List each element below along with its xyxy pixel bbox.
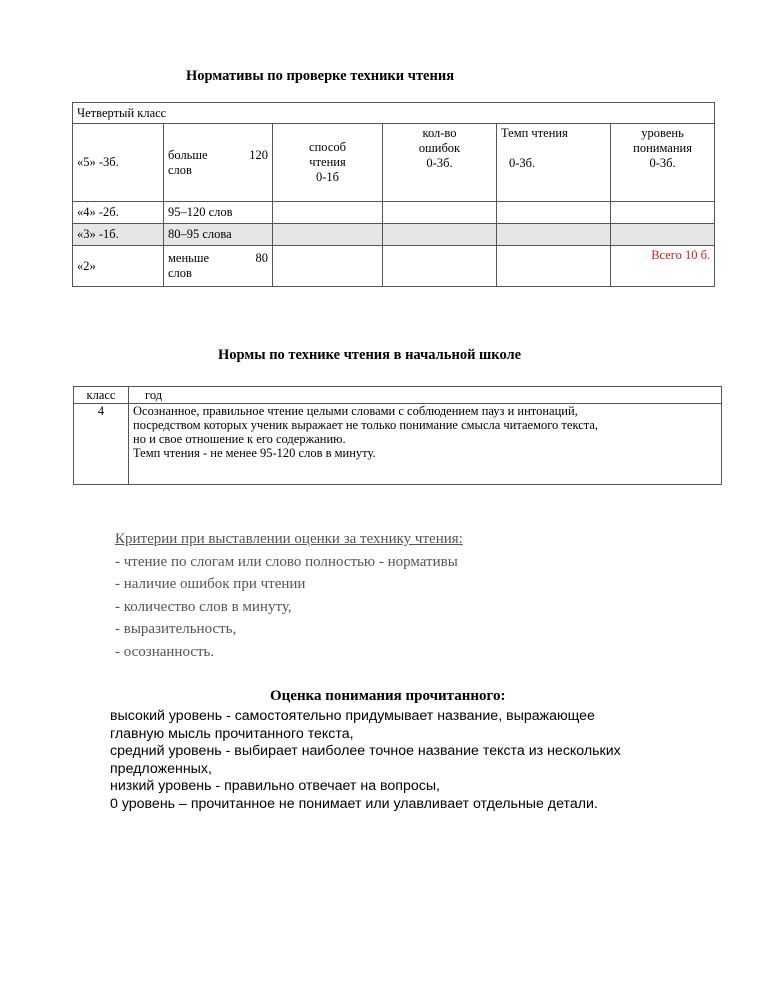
assessment-line: главную мысль прочитанного текста,	[110, 725, 354, 742]
range-4: 95–120 слов	[164, 202, 273, 224]
assessment-line: средний уровень - выбирает наиболее точное название текста из нескольких	[110, 743, 621, 759]
primary-norms-table	[73, 386, 722, 485]
comprehension-header: уровень понимания 0-3б.	[611, 124, 715, 202]
criteria-item: - выразительность,	[115, 621, 237, 637]
col-class: класс	[74, 387, 129, 404]
criteria-item: - чтение по слогам или слово полностью - нормативы	[115, 553, 458, 570]
assessment-heading: Оценка понимания прочитанного:	[270, 688, 506, 704]
assessment-line: высокий уровень - самостоятельно придумывает название, выражающее	[110, 708, 595, 724]
class-value: 4	[74, 404, 129, 485]
words-more-than: больше 120 слов	[164, 124, 273, 202]
words-less-than: меньше 80 слов	[164, 246, 273, 287]
grade-2: «2»	[73, 246, 164, 287]
total-points: Всего 10 б.	[611, 246, 715, 287]
criteria-item: - количество слов в минуту,	[115, 598, 292, 615]
assessment-line: низкий уровень - правильно отвечает на вопросы,	[110, 778, 440, 794]
criteria-item: - наличие ошибок при чтении	[115, 576, 306, 592]
grade-5: «5» -3б.	[73, 124, 164, 202]
criteria-heading: Критерии при выставлении оценки за технику чтения:	[115, 531, 463, 547]
norms-table	[72, 102, 715, 287]
assessment-text	[110, 708, 730, 813]
assessment-line: 0 уровень – прочитанное не понимает или улавливает отдельные детали.	[110, 795, 598, 812]
tempo-header: Темп чтения 0-3б.	[497, 124, 611, 202]
primary-norms-title: Нормы по технике чтения в начальной школе	[218, 347, 522, 363]
grade-3: «3» -1б.	[73, 224, 164, 246]
criteria-block	[115, 528, 463, 663]
class-label: Четвертый класс	[73, 103, 715, 124]
range-3: 80–95 слова	[164, 224, 273, 246]
reading-method-header: способ чтения 0-1б	[273, 124, 383, 202]
errors-header: кол-во ошибок 0-3б.	[383, 124, 497, 202]
col-year: год	[129, 387, 722, 404]
norms-title: Нормативы по проверке техники чтения	[186, 68, 455, 84]
norm-text: Осознанное, правильное чтение целыми словами с соблюдением пауз и интонаций, посредством которых ученик выражает не только понимание смысла читаемого текста, но и свое отношение к его содержанию. Темп чтения - не менее 95-120 слов в минуту.	[129, 404, 722, 485]
assessment-line: предложенных,	[110, 760, 212, 777]
grade-4: «4» -2б.	[73, 202, 164, 224]
criteria-item: - осознанность.	[115, 643, 215, 660]
